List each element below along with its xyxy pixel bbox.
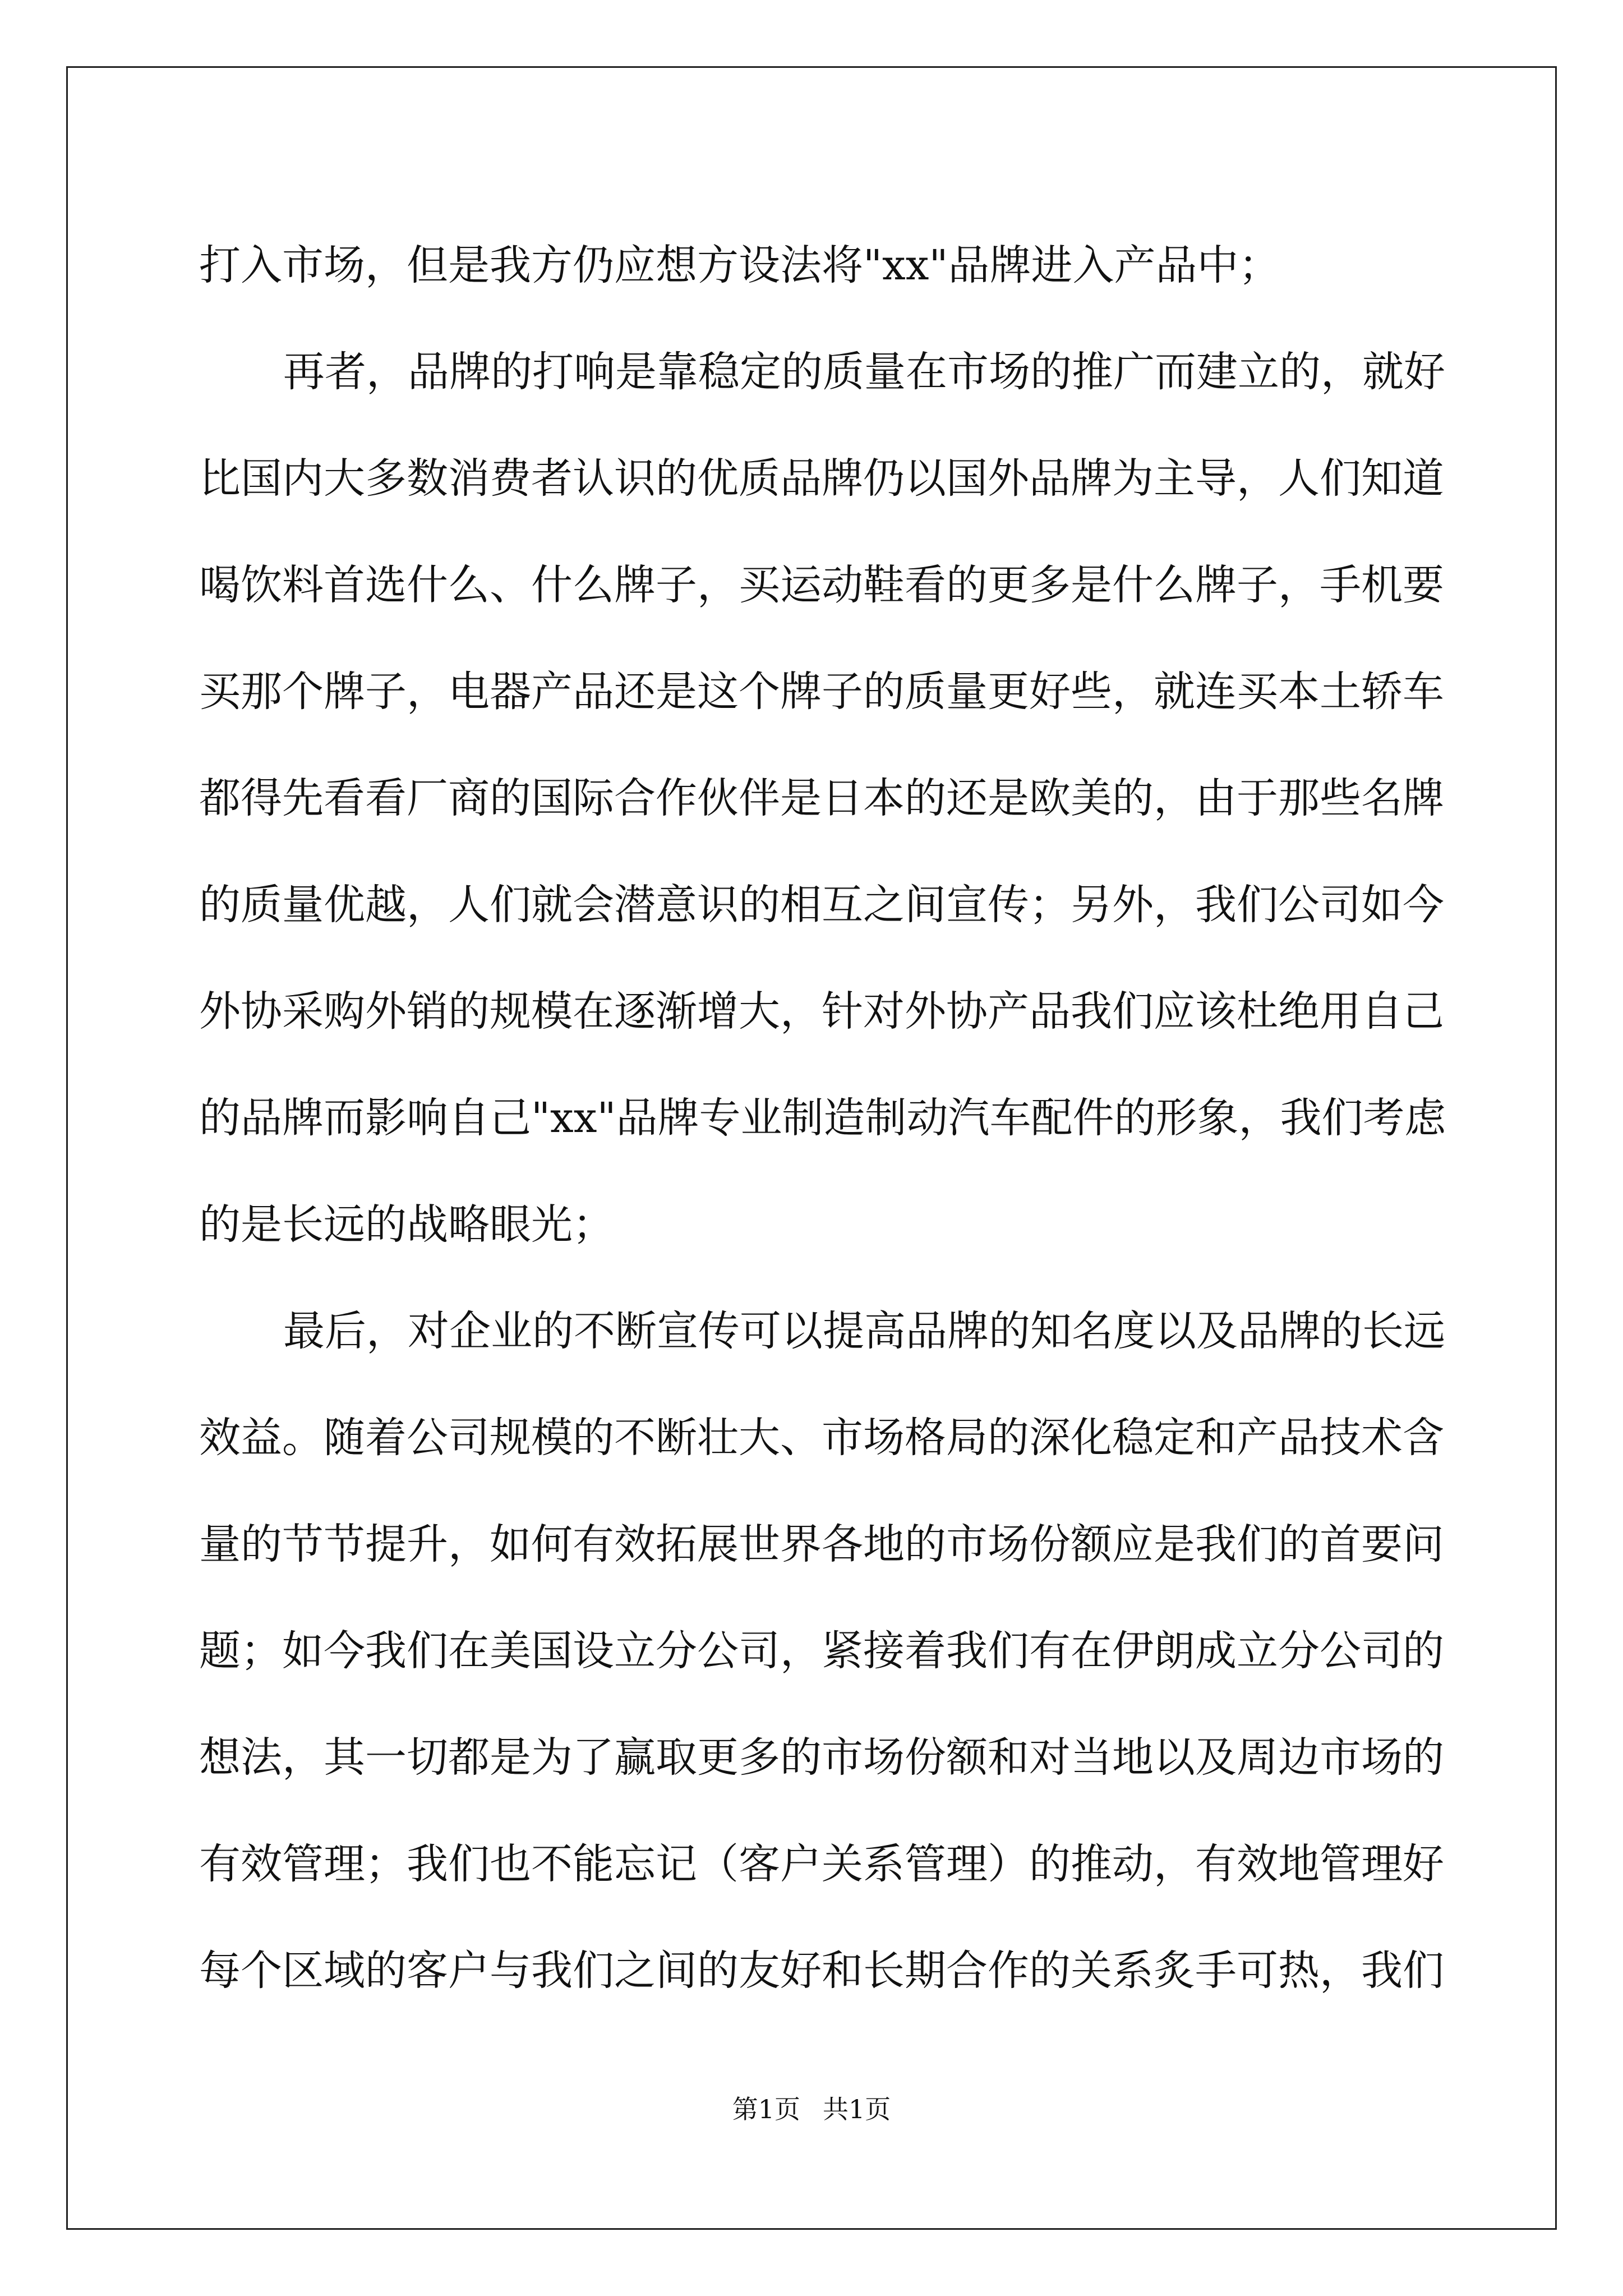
- text-line: 量的节节提升，如何有效拓展世界各地的市场份额应是我们的首要问: [199, 1520, 1444, 1568]
- page-number: 第1页: [732, 2094, 800, 2124]
- text-line: 效益。随着公司规模的不断壮大、市场格局的深化稳定和产品技术含: [199, 1414, 1444, 1462]
- text-line: 有效管理；我们也不能忘记（客户关系管理）的推动，有效地管理好: [199, 1840, 1444, 1888]
- text-line: 的质量优越，人们就会潜意识的相互之间宣传；另外，我们公司如今: [199, 881, 1444, 929]
- text-line: 的品牌而影响自己"xx"品牌专业制造制动汽车配件的形象，我们考虑: [199, 1094, 1446, 1142]
- text-line: 打入市场，但是我方仍应想方设法将"xx"品牌进入产品中；: [199, 241, 1280, 289]
- text-line: 都得先看看厂商的国际合作伙伴是日本的还是欧美的，由于那些名牌: [199, 774, 1444, 822]
- text-line: 的是长远的战略眼光；: [199, 1200, 614, 1249]
- text-line: 买那个牌子，电器产品还是这个牌子的质量更好些，就连买本土轿车: [199, 668, 1444, 716]
- text-line: 题；如今我们在美国设立分公司，紧接着我们有在伊朗成立分公司的: [199, 1627, 1444, 1675]
- paragraph-start-line: 最后，对企业的不断宣传可以提高品牌的知名度以及品牌的长远: [283, 1307, 1445, 1355]
- text-line: 外协采购外销的规模在逐渐增大，针对外协产品我们应该杜绝用自己: [199, 987, 1444, 1036]
- text-line: 喝饮料首选什么、什么牌子，买运动鞋看的更多是什么牌子，手机要: [199, 561, 1444, 609]
- text-line: 比国内大多数消费者认识的优质品牌仍以国外品牌为主导，人们知道: [199, 454, 1444, 503]
- page-total: 共1页: [823, 2094, 891, 2124]
- paragraph-start-line: 再者，品牌的打响是靠稳定的质量在市场的推广而建立的，就好: [283, 348, 1445, 396]
- text-line: 想法，其一切都是为了赢取更多的市场份额和对当地以及周边市场的: [199, 1733, 1444, 1782]
- document-body: [199, 212, 1446, 2024]
- text-line: 每个区域的客户与我们之间的友好和长期合作的关系炙手可热，我们: [199, 1947, 1444, 1995]
- page-footer: [0, 2092, 1623, 2126]
